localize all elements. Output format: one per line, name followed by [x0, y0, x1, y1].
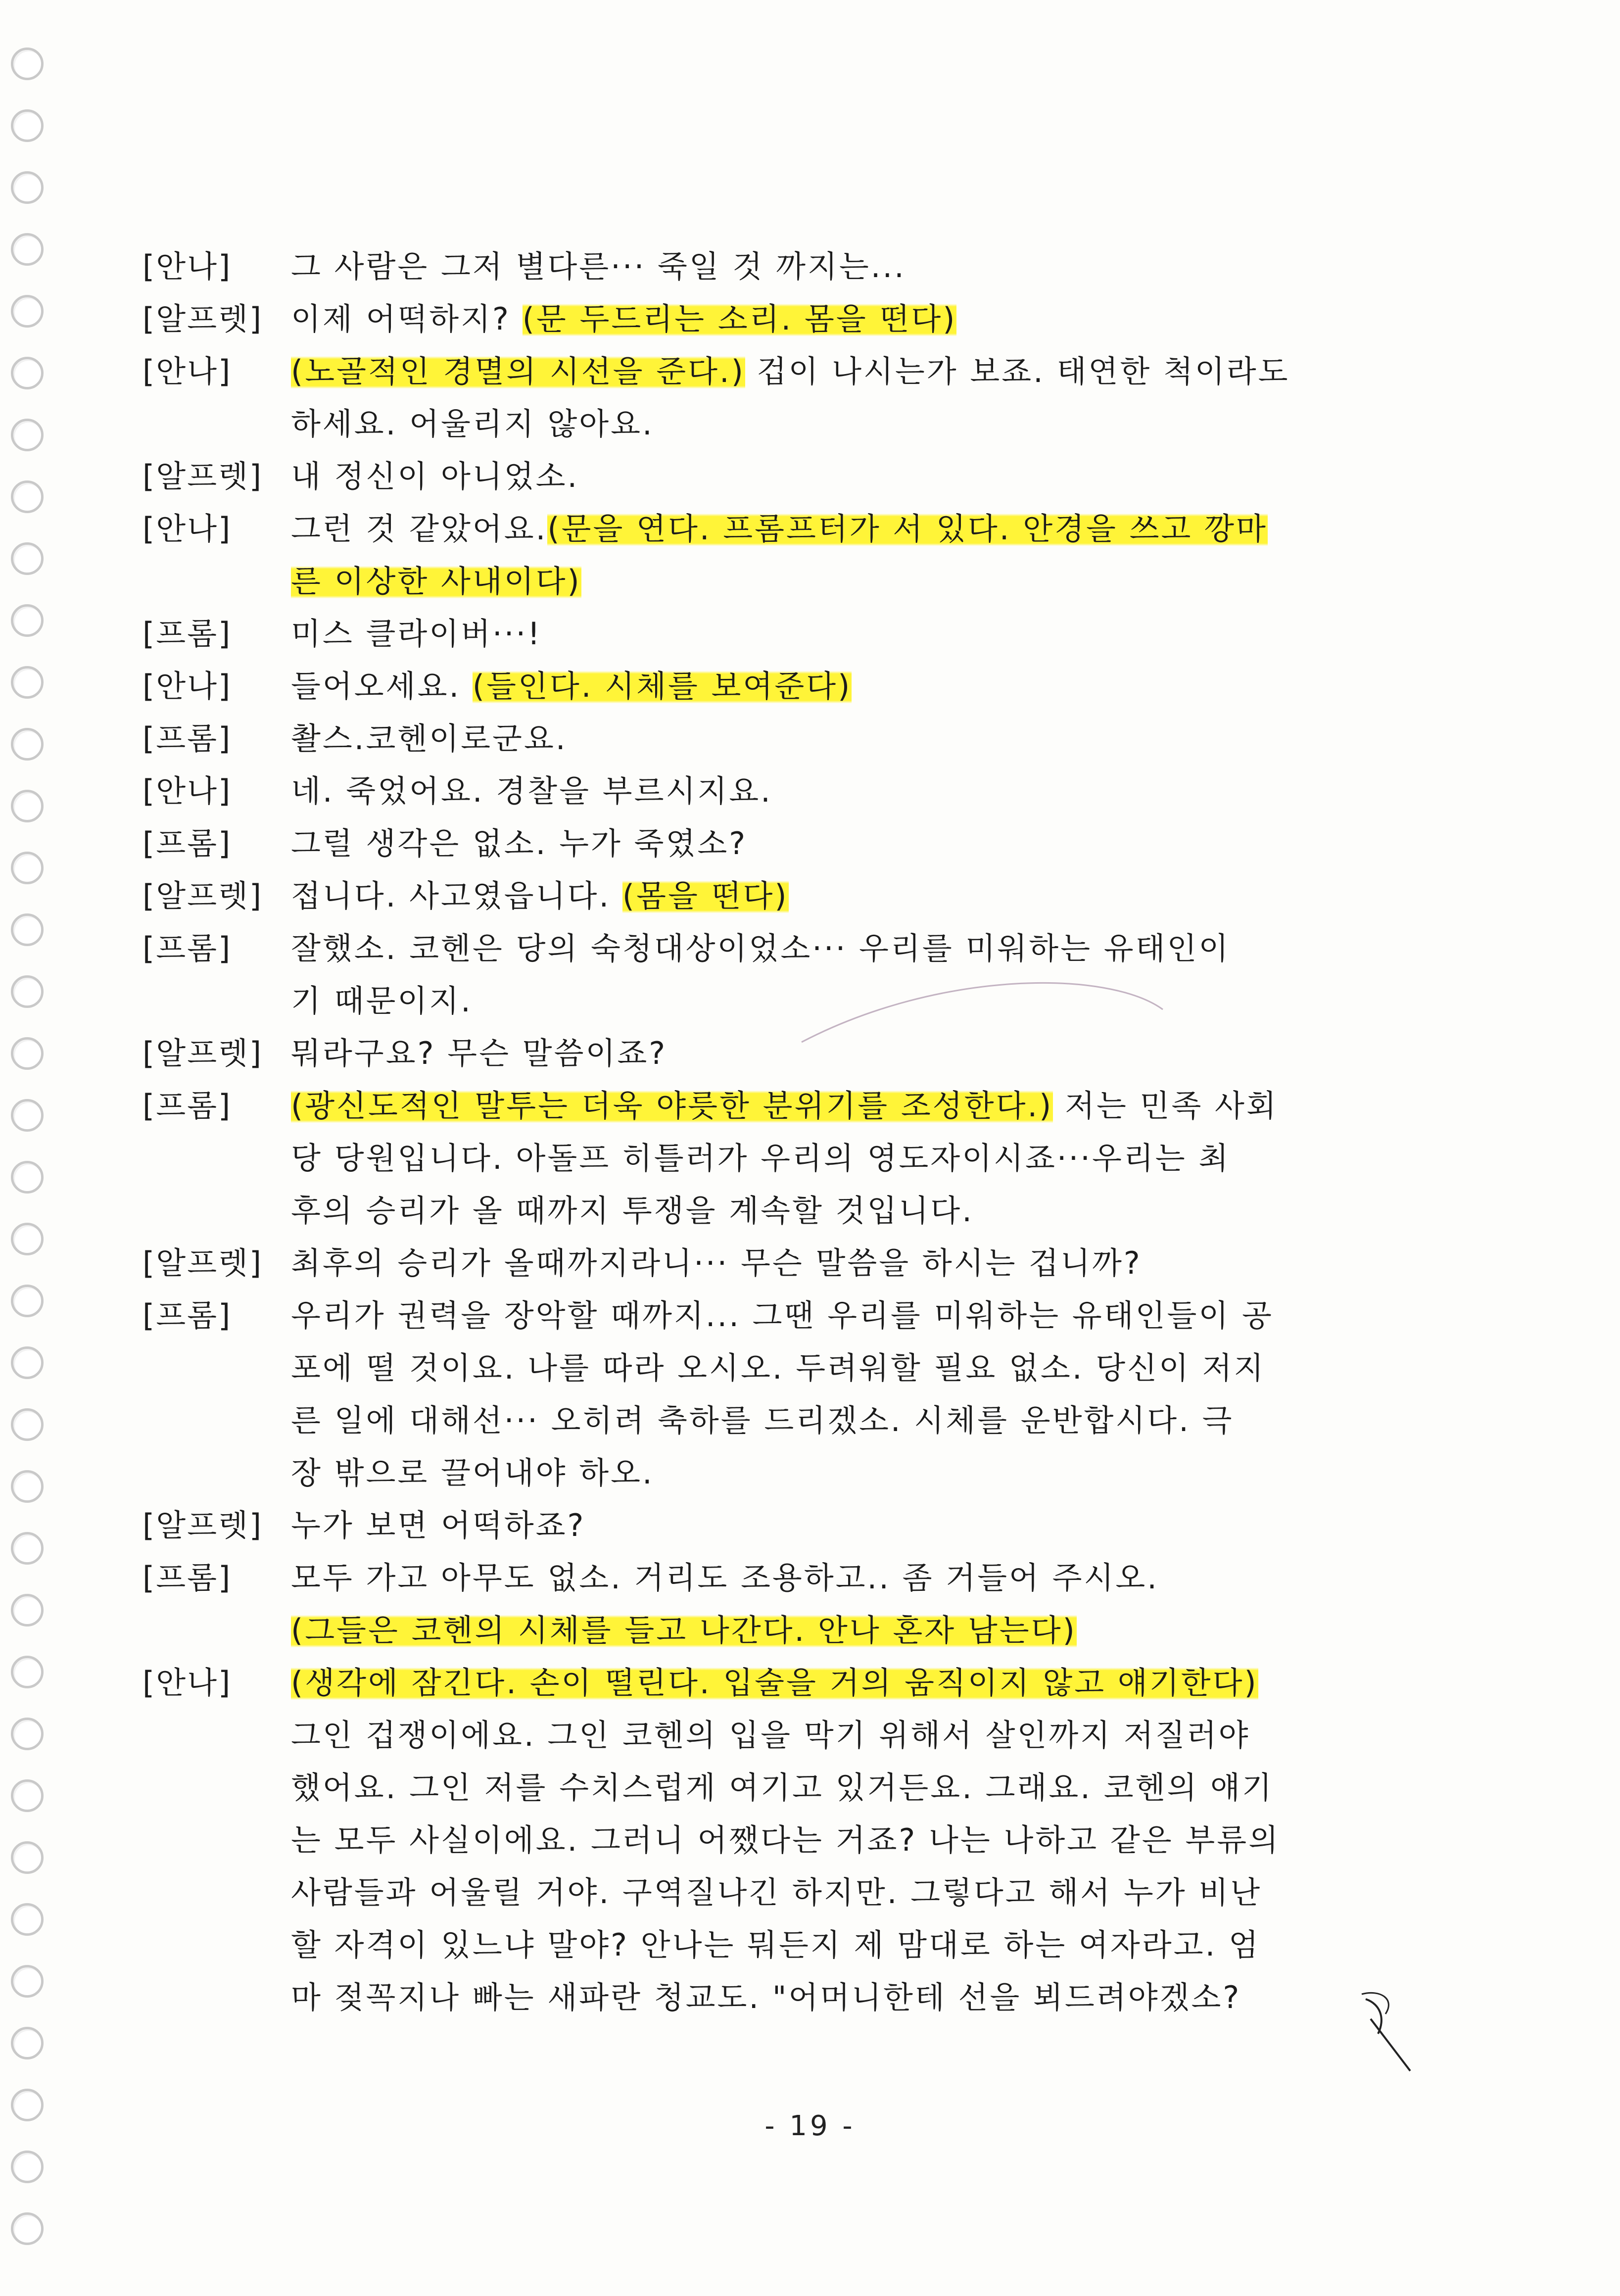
speech-text — [291, 611, 1389, 657]
speech-text — [291, 1555, 1389, 1601]
highlighted-stage-direction: 른 이상한 사내이다) — [291, 563, 581, 599]
speech-text — [291, 453, 1389, 500]
highlighted-stage-direction: (들인다. 시체를 보여준다) — [472, 668, 852, 704]
speech-text — [291, 1450, 1389, 1496]
speaker-label: [안나] — [143, 668, 232, 704]
speaker-label: [안나] — [143, 1665, 232, 1701]
highlighted-stage-direction: (생각에 잠긴다. 손이 떨린다. 입술을 거의 움직이지 않고 얘기한다) — [291, 1665, 1258, 1701]
speaker-label: [프롬] — [143, 616, 232, 652]
highlighted-stage-direction: (그들은 코헨의 시체를 들고 나간다. 안나 혼자 남는다) — [291, 1612, 1077, 1648]
speech-text — [291, 1817, 1389, 1864]
script-line — [143, 1660, 1389, 1706]
speech-text — [291, 1135, 1389, 1182]
dialogue-text: 마 젖꼭지나 빠는 새파란 청교도. "어머니한테 선을 뵈드려야겠소? — [291, 1979, 1241, 2015]
dialogue-text: 촬스.코헨이로군요. — [291, 720, 568, 757]
dialogue-text: 기 때문이지. — [291, 983, 473, 1019]
script-line — [143, 925, 1389, 972]
speech-text — [291, 1188, 1389, 1234]
dialogue-text: 겁이 나시는가 보죠. 태연한 척이라도 — [745, 353, 1290, 389]
script-line — [143, 1817, 1389, 1864]
speech-text — [291, 1083, 1389, 1129]
speech-text — [291, 925, 1389, 972]
dialogue-text: 후의 승리가 올 때까지 투쟁을 계속할 것입니다. — [291, 1193, 974, 1229]
script-line — [143, 1135, 1389, 1182]
speaker-label: [안나] — [143, 773, 232, 809]
speech-text — [291, 1869, 1389, 1916]
script-line — [143, 1083, 1389, 1129]
script-body — [143, 243, 1389, 2027]
highlighted-stage-direction: (몸을 떤다) — [622, 878, 789, 914]
script-line — [143, 663, 1389, 710]
speech-text — [291, 716, 1389, 762]
dialogue-text: 미스 클라이버···! — [291, 616, 542, 652]
dialogue-text: 내 정신이 아니었소. — [291, 458, 579, 494]
script-line — [143, 1869, 1389, 1916]
dialogue-text: 우리가 권력을 장악할 때까지... 그땐 우리를 미워하는 유태인들이 공 — [291, 1297, 1274, 1334]
speech-text — [291, 1660, 1389, 1706]
script-line — [143, 1502, 1389, 1549]
dialogue-text: 그럴 생각은 없소. 누가 죽였소? — [291, 825, 748, 861]
dialogue-text: 네. 죽었어요. 경찰을 부르시지요. — [291, 773, 772, 809]
dialogue-text: 누가 보면 어떡하죠? — [291, 1507, 586, 1543]
script-line — [143, 1974, 1389, 2021]
script-line — [143, 1765, 1389, 1811]
speech-text — [291, 768, 1389, 814]
dialogue-text: 포에 떨 것이요. 나를 따라 오시오. 두려워할 필요 없소. 당신이 저지 — [291, 1350, 1266, 1386]
speech-text — [291, 1030, 1389, 1077]
dialogue-text: 했어요. 그인 저를 수치스럽게 여기고 있거든요. 그래요. 코헨의 얘기 — [291, 1770, 1274, 1806]
speaker-label: [프롬] — [143, 930, 232, 966]
highlighted-stage-direction: (노골적인 경멸의 시선을 준다.) — [291, 353, 745, 389]
script-line — [143, 348, 1389, 395]
dialogue-text: 장 밖으로 끌어내야 하오. — [291, 1455, 654, 1491]
script-line — [143, 768, 1389, 814]
highlighted-stage-direction: (광신도적인 말투는 더욱 야릇한 분위기를 조성한다.) — [291, 1088, 1053, 1124]
speaker-label: [프롬] — [143, 825, 232, 861]
script-line — [143, 716, 1389, 762]
script-line — [143, 558, 1389, 605]
dialogue-text: 들어오세요. — [291, 668, 473, 704]
script-line — [143, 1712, 1389, 1759]
page-number: - 19 - — [764, 2110, 856, 2142]
script-line — [143, 611, 1389, 657]
script-line — [143, 1450, 1389, 1496]
speech-text — [291, 1712, 1389, 1759]
script-line — [143, 506, 1389, 552]
dialogue-text: 뭐라구요? 무슨 말씀이죠? — [291, 1035, 667, 1071]
speaker-label: [안나] — [143, 511, 232, 547]
script-line — [143, 453, 1389, 500]
speech-text — [291, 1607, 1389, 1654]
speech-text — [291, 1292, 1389, 1339]
script-line — [143, 243, 1389, 290]
dialogue-text: 는 모두 사실이에요. 그러니 어쨌다는 거죠? 나는 나하고 같은 부류의 — [291, 1822, 1281, 1858]
dialogue-text: 모두 가고 아무도 없소. 거리도 조용하고.. 좀 거들어 주시오. — [291, 1560, 1159, 1596]
dialogue-text: 그런 것 같았어요. — [291, 511, 548, 547]
speech-text — [291, 1502, 1389, 1549]
highlighted-stage-direction: (문 두드리는 소리. 몸을 떤다) — [522, 301, 957, 337]
script-line — [143, 1345, 1389, 1391]
dialogue-text: 하세요. 어울리지 않아요. — [291, 406, 654, 442]
speech-text — [291, 663, 1389, 710]
speech-text — [291, 873, 1389, 919]
speech-text — [291, 820, 1389, 867]
speech-text — [291, 296, 1389, 342]
dialogue-text: 저는 민족 사회 — [1053, 1088, 1278, 1124]
script-line — [143, 1922, 1389, 1968]
script-line — [143, 401, 1389, 447]
dialogue-text: 사람들과 어울릴 거야. 구역질나긴 하지만. 그렇다고 해서 누가 비난 — [291, 1874, 1262, 1911]
speaker-label: [알프렛] — [143, 1507, 263, 1543]
script-line — [143, 1555, 1389, 1601]
speech-text — [291, 978, 1389, 1024]
dialogue-text: 최후의 승리가 올때까지라니··· 무슨 말씀을 하시는 겁니까? — [291, 1245, 1142, 1281]
script-line — [143, 1030, 1389, 1077]
speaker-label: [프롬] — [143, 720, 232, 757]
dialogue-text: 그 사람은 그저 별다른··· 죽일 것 까지는... — [291, 248, 906, 285]
speech-text — [291, 1974, 1389, 2021]
speaker-label: [프롬] — [143, 1297, 232, 1334]
speaker-label: [안나] — [143, 353, 232, 389]
dialogue-text: 른 일에 대해선··· 오히려 축하를 드리겠소. 시체를 운반합시다. 극 — [291, 1402, 1234, 1438]
speech-text — [291, 401, 1389, 447]
script-line — [143, 820, 1389, 867]
speaker-label: [알프렛] — [143, 878, 263, 914]
script-line — [143, 1397, 1389, 1444]
script-line — [143, 1240, 1389, 1287]
script-line — [143, 296, 1389, 342]
speaker-label: [안나] — [143, 248, 232, 285]
speech-text — [291, 1765, 1389, 1811]
speaker-label: [프롬] — [143, 1560, 232, 1596]
speaker-label: [알프렛] — [143, 458, 263, 494]
speech-text — [291, 1345, 1389, 1391]
dialogue-text: 잘했소. 코헨은 당의 숙청대상이었소··· 우리를 미워하는 유태인이 — [291, 930, 1231, 966]
script-line — [143, 1188, 1389, 1234]
dialogue-text: 그인 겁쟁이에요. 그인 코헨의 입을 막기 위해서 살인까지 저질러야 — [291, 1717, 1250, 1753]
speech-text — [291, 1240, 1389, 1287]
dialogue-text: 할 자격이 있느냐 말야? 안나는 뭐든지 제 맘대로 하는 여자라고. 엄 — [291, 1927, 1260, 1963]
highlighted-stage-direction: (문을 연다. 프롬프터가 서 있다. 안경을 쓰고 깡마 — [547, 511, 1268, 547]
dialogue-text: 접니다. 사고였읍니다. — [291, 878, 622, 914]
speaker-label: [알프렛] — [143, 301, 263, 337]
speech-text — [291, 243, 1389, 290]
speech-text — [291, 558, 1389, 605]
speech-text — [291, 348, 1389, 395]
dialogue-text: 당 당원입니다. 아돌프 히틀러가 우리의 영도자이시죠···우리는 최 — [291, 1140, 1231, 1176]
speech-text — [291, 506, 1389, 552]
script-line — [143, 978, 1389, 1024]
speaker-label: [프롬] — [143, 1088, 232, 1124]
script-line — [143, 873, 1389, 919]
speech-text — [291, 1922, 1389, 1968]
script-line — [143, 1607, 1389, 1654]
speaker-label: [알프렛] — [143, 1245, 263, 1281]
dialogue-text: 이제 어떡하지? — [291, 301, 523, 337]
speech-text — [291, 1397, 1389, 1444]
speaker-label: [알프렛] — [143, 1035, 263, 1071]
script-line — [143, 1292, 1389, 1339]
